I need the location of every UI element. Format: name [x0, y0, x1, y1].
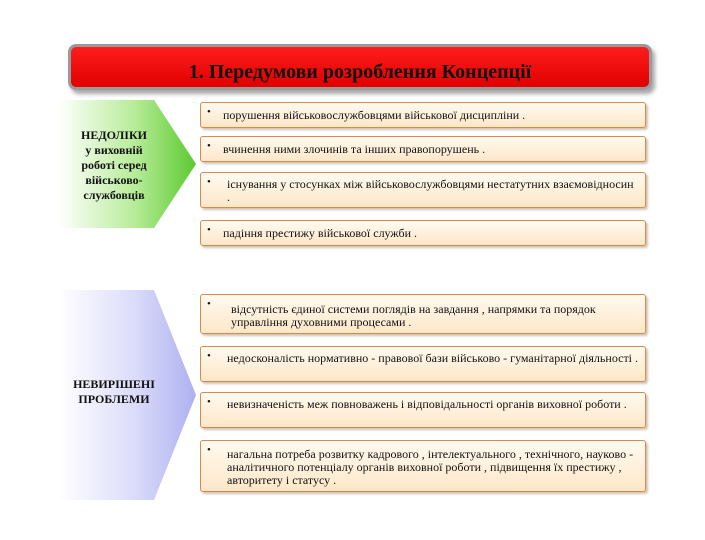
- problem-item-3: • невизначеність меж повноважень і відповідальності органів виховної роботи .: [200, 392, 646, 428]
- page-title: 1. Передумови розроблення Концепції: [188, 61, 532, 83]
- unsolved-problems-label: НЕВИРІШЕНІ ПРОБЛЕМИ: [73, 377, 155, 406]
- shortcomings-label: НЕДОЛІКИ у виховній роботі серед військово- службовців: [81, 128, 147, 202]
- shortcoming-item-1: • порушення військовослужбовцями військової дисципліни .: [200, 102, 646, 128]
- shortcoming-item-4: • падіння престижу військової служби .: [200, 220, 646, 246]
- bullet-icon: •: [207, 298, 211, 310]
- bullet-icon: •: [207, 176, 211, 188]
- bullet-icon: •: [207, 396, 211, 408]
- title-banner: [68, 44, 652, 90]
- bullet-icon: •: [207, 106, 211, 118]
- shortcoming-item-3: • існування у стосунках між військовослужбовцями нестатутних взаємовідносин .: [200, 172, 646, 208]
- shortcoming-item-2: • вчинення ними злочинів та інших правопорушень .: [200, 136, 646, 162]
- bullet-icon: •: [207, 444, 211, 456]
- problem-item-4: • нагальна потреба розвитку кадрового , інтелектуального , технічного, науково - аналітичного потенціалу органів виховної роботи , підвищення їх престижу , авторитету і статусу .: [200, 440, 646, 492]
- bullet-icon: •: [207, 350, 211, 362]
- bullet-icon: •: [207, 140, 211, 152]
- problem-item-2: • недосконалість нормативно - правової бази військово - гуманітарної діяльності .: [200, 346, 646, 382]
- bullet-icon: •: [207, 224, 211, 236]
- problem-item-1: • відсутність єдиної системи поглядів на завдання , напрямки та порядок управління духовними процесами .: [200, 294, 646, 334]
